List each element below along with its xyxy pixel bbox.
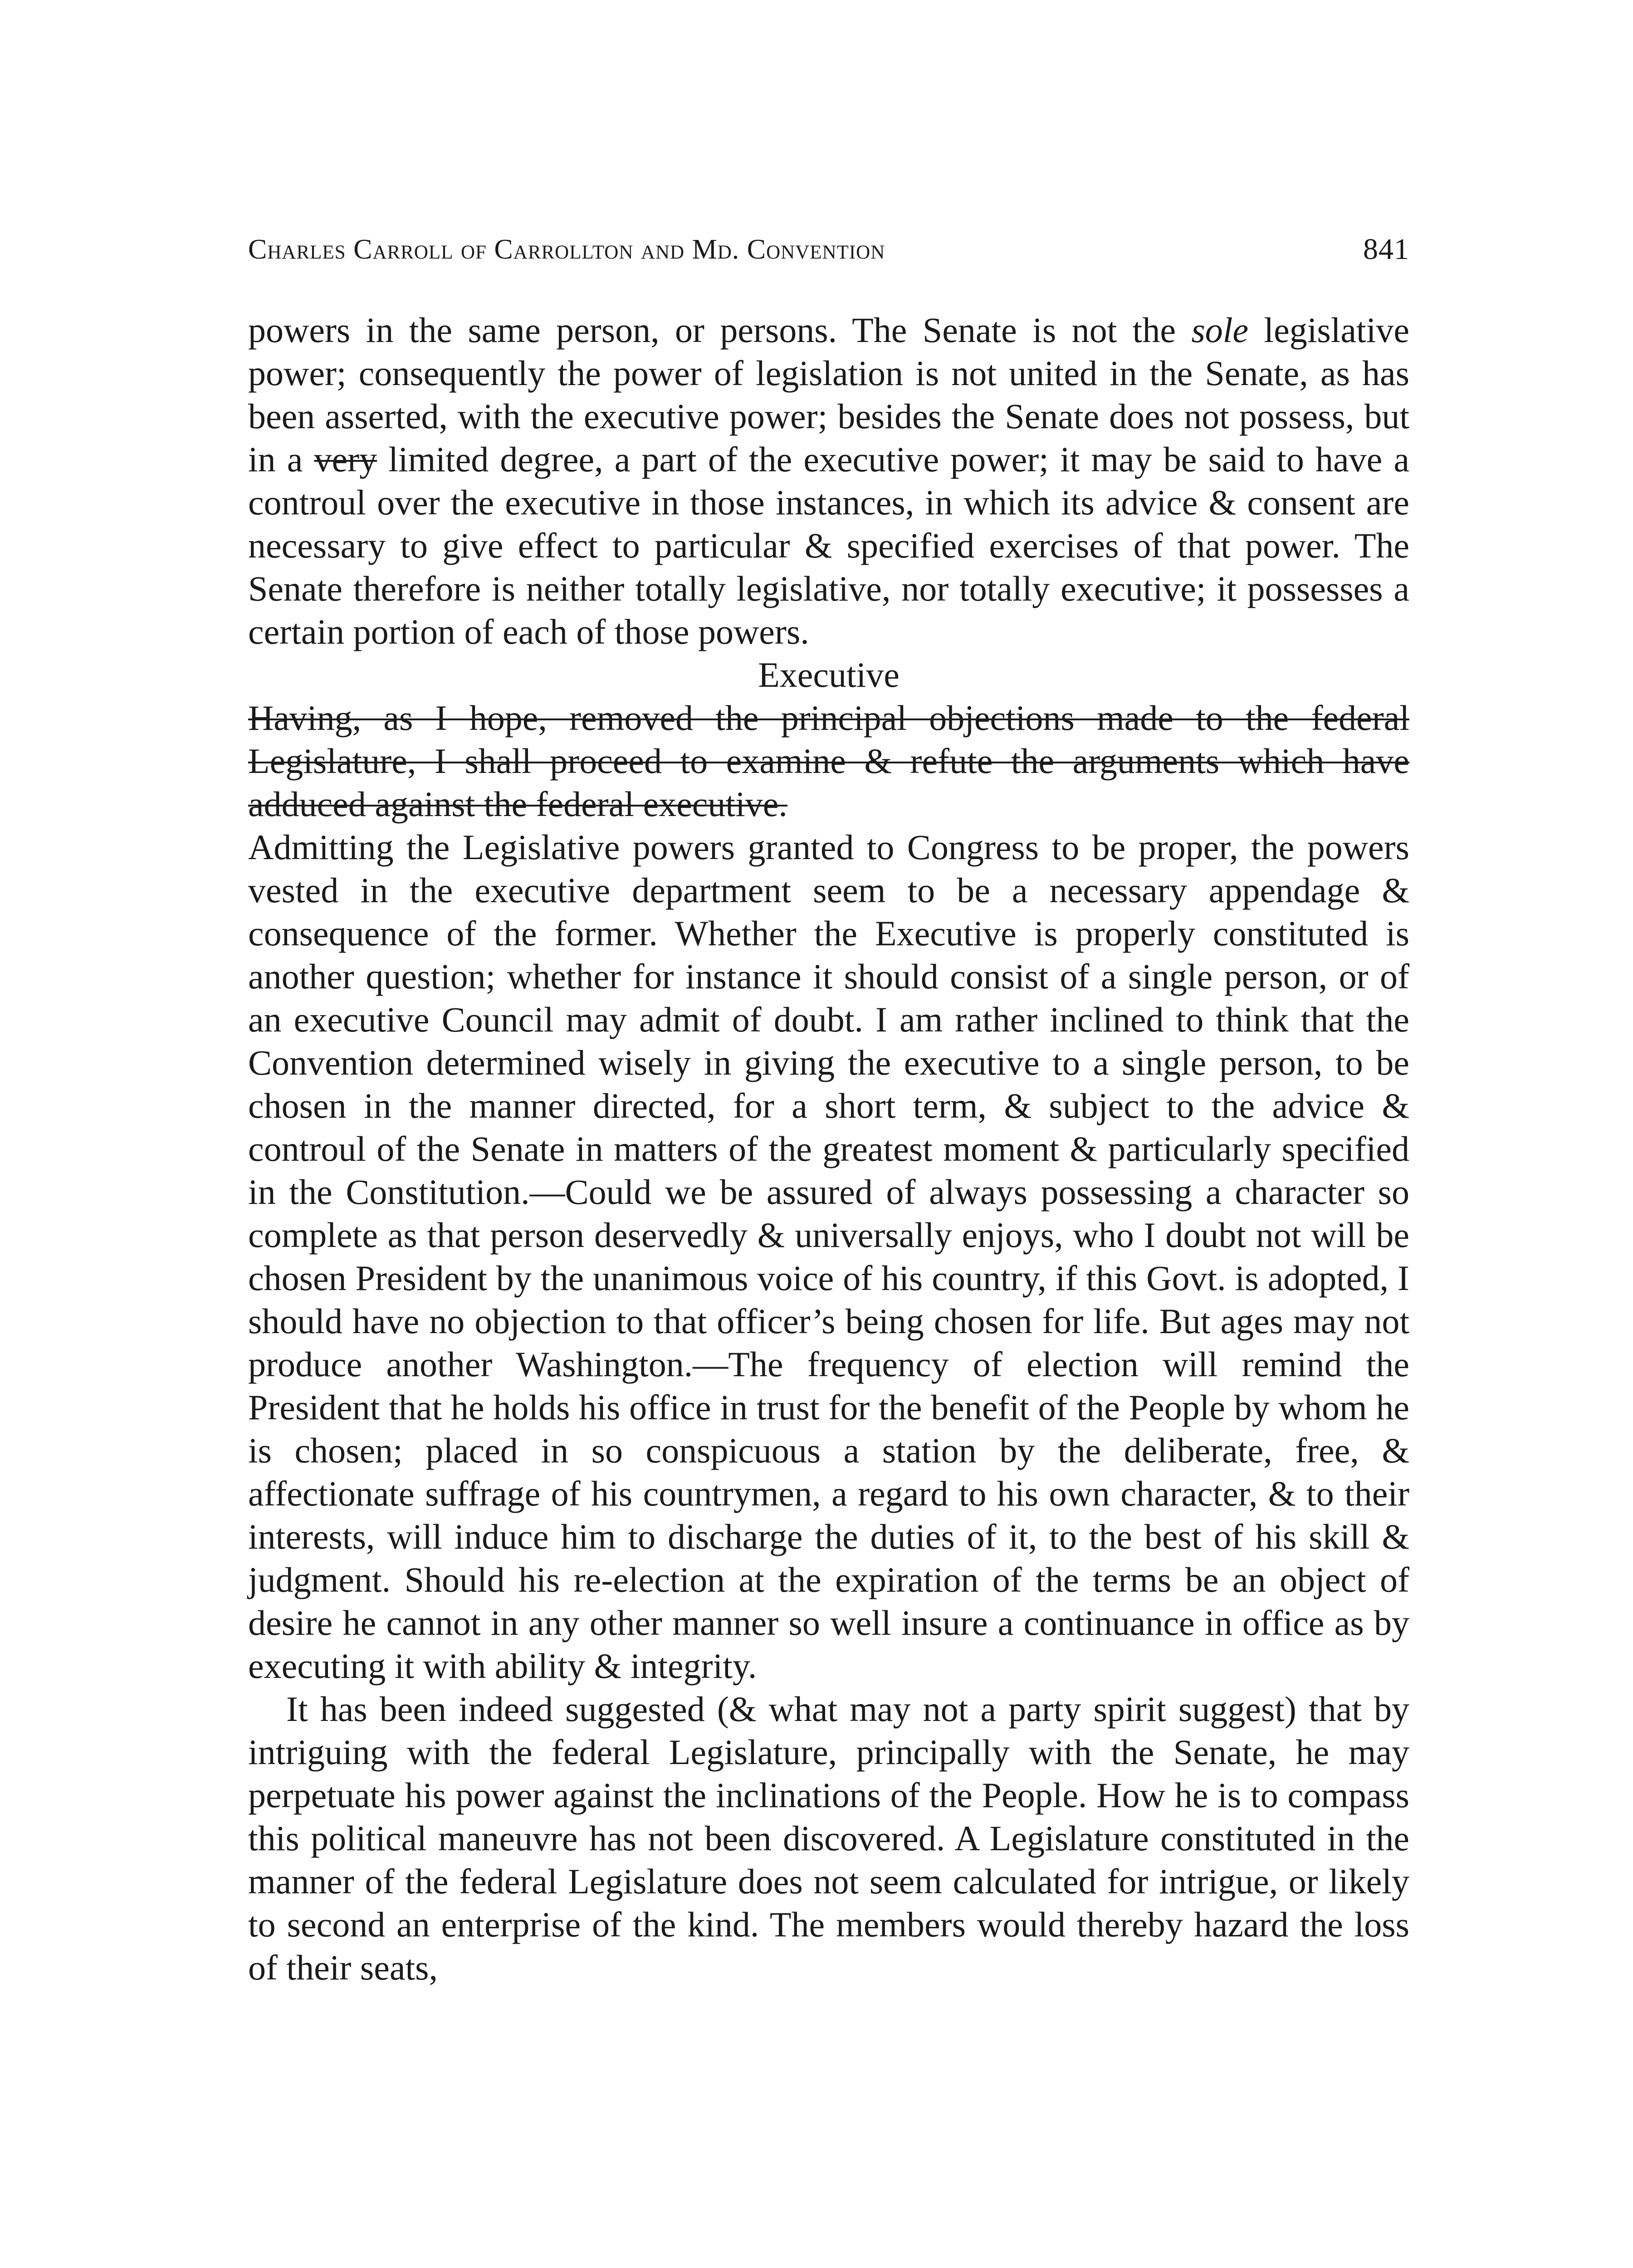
struck-paragraph: Having, as I hope, removed the principal objections made to the federal Legislature, I shall proceed to examine & refute the arguments which have adduced against the federal executive.: [248, 698, 1409, 824]
body-text: [248, 308, 1409, 1989]
text-run: legislative power; consequently the power of legislation is not united in the Senate, as has been asserted, with the executive power; besides the Senate does not possess, but in a: [248, 310, 1409, 479]
emphasized-word: sole: [1191, 310, 1249, 350]
paragraph: [248, 308, 1409, 653]
paragraph: Admitting the Legislative powers granted to Congress to be proper, the powers vested in the executive department seem to be a necessary appendage & consequence of the former. Whether the Executive is properly constituted is another question; whether for instance it should consist of a single person, or of an executive Council may admit of doubt. I am rather inclined to think that the Convention determined wisely in giving the executive to a single person, to be chosen in the manner directed, for a short term, & subject to the advice & controul of the Senate in matters of the greatest moment & particularly specified in the Constitution.—Could we be assured of always possessing a character so complete as that person deservedly & universally enjoys, who I doubt not will be chosen President by the unanimous voice of his country, if this Govt. is adopted, I should have no objection to that officer’s being chosen for life. But ages may not produce another Washington.—The frequency of election will remind the President that he holds his office in trust for the benefit of the People by whom he is chosen; placed in so conspicuous a station by the deliberate, free, & affectionate suffrage of his countrymen, a regard to his own character, & to their interests, will induce him to discharge the duties of it, to the best of his skill & judgment. Should his re-election at the expiration of the terms be an object of desire he cannot in any other manner so well insure a continuance in office as by executing it with ability & integrity.: [248, 827, 1409, 1686]
running-header: [248, 225, 1409, 274]
page-number: 841: [1363, 233, 1409, 266]
paragraph: It has been indeed suggested (& what may not a party spirit suggest) that by intriguing with the federal Legislature, principally with the Senate, he may perpetuate his power against the inclinations of the People. How he is to compass this political maneuvre has not been discovered. A Legislature constituted in the manner of the federal Legislature does not seem calculated for intrigue, or likely to second an enterprise of the kind. The members would thereby hazard the loss of their seats,: [248, 1689, 1409, 1987]
text-run: powers in the same person, or persons. The Senate is not the: [248, 310, 1192, 350]
text-run: limited degree, a part of the executive power; it may be said to have a controul over the executive in those instances, in which its advice & consent are necessary to give effect to particular & specified exercises of that power. The Senate therefore is neither totally legislative, nor totally executive; it possesses a certain portion of each of those powers.: [248, 440, 1410, 651]
running-title: Charles Carroll of Carrollton and Md. Convention: [248, 234, 885, 265]
section-heading: Executive: [758, 655, 900, 694]
struck-word: very: [314, 440, 377, 479]
